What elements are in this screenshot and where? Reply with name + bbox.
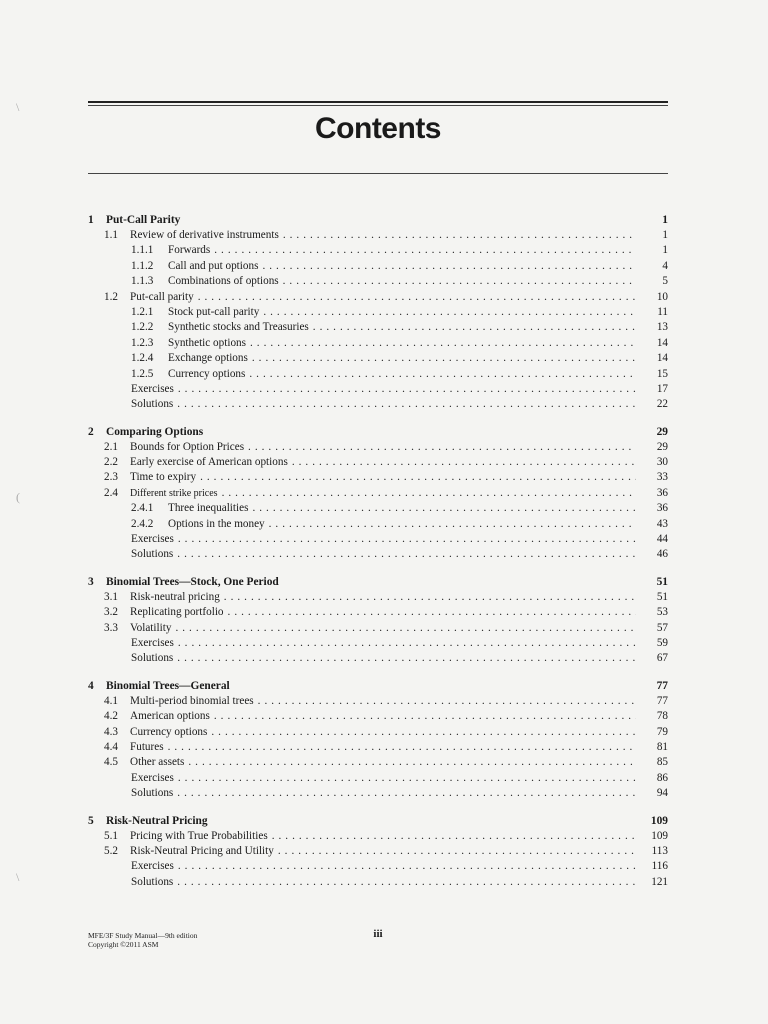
entry-page: 53 (656, 606, 668, 619)
entry-page: 33 (656, 471, 668, 484)
scan-margin-mark: ( (16, 490, 20, 504)
dot-leader (178, 382, 636, 397)
toc-subsection-entry[interactable] (88, 517, 668, 532)
toc-section-entry[interactable] (88, 440, 668, 455)
chapter-heading[interactable] (88, 813, 668, 829)
chapter-block (88, 813, 668, 891)
chapter-title: Risk-Neutral Pricing (106, 814, 208, 827)
toc-extra-entry[interactable] (88, 547, 668, 562)
entry-title: Combinations of options (168, 275, 279, 288)
chapter-number: 2 (88, 425, 94, 438)
chapter-number: 3 (88, 575, 94, 588)
entry-page: 81 (656, 740, 668, 753)
entry-page: 86 (656, 771, 668, 784)
entry-number: 4.4 (104, 740, 118, 753)
entry-number: 2.4.2 (131, 517, 154, 530)
dot-leader (222, 486, 636, 501)
footer-copyright-line: Copyright ©2011 ASM (88, 940, 159, 949)
entry-title: Stock put-call parity (168, 305, 260, 318)
toc-subsection-entry[interactable] (88, 367, 668, 382)
toc-section-entry[interactable] (88, 470, 668, 485)
entry-number: 4.3 (104, 725, 118, 738)
toc-extra-entry[interactable] (88, 532, 668, 547)
chapter-page: 77 (656, 679, 668, 692)
entry-page: 14 (656, 336, 668, 349)
entry-title: Exchange options (168, 352, 248, 365)
chapter-page: 29 (656, 425, 668, 438)
entry-page: 67 (656, 652, 668, 665)
entry-page: 29 (656, 440, 668, 453)
entry-title: Three inequalities (168, 502, 249, 515)
entry-page: 1 (662, 244, 668, 257)
toc-subsection-entry[interactable] (88, 305, 668, 320)
toc-extra-entry[interactable] (88, 786, 668, 801)
dot-leader (263, 305, 636, 320)
entry-title: Options in the money (168, 517, 265, 530)
dot-leader (198, 290, 636, 305)
entry-page: 11 (657, 305, 668, 318)
entry-title: Exercises (131, 533, 174, 546)
toc-extra-entry[interactable] (88, 859, 668, 874)
entry-number: 3.1 (104, 590, 118, 603)
entry-title: Other assets (130, 756, 185, 769)
entry-page: 1 (662, 229, 668, 241)
entry-page: 14 (656, 352, 668, 365)
chapter-title: Binomial Trees—Stock, One Period (106, 575, 279, 588)
entry-title: Risk-Neutral Pricing and Utility (130, 844, 274, 857)
toc-section-entry[interactable] (88, 709, 668, 724)
entry-number: 1.1.2 (131, 259, 154, 272)
dot-leader (313, 320, 636, 335)
chapter-title: Comparing Options (106, 425, 204, 438)
toc-section-entry[interactable] (88, 694, 668, 709)
chapter-title: Put-Call Parity (106, 214, 181, 226)
entry-title: Solutions (131, 548, 174, 561)
dot-leader (178, 859, 636, 874)
page-title: Contents (315, 112, 441, 145)
entry-title: Currency options (130, 725, 208, 738)
chapter-page: 109 (650, 814, 668, 827)
toc-extra-entry[interactable] (88, 771, 668, 786)
title-bottom-rule (88, 173, 668, 174)
toc-extra-entry[interactable] (88, 636, 668, 651)
scan-margin-mark: \ (16, 100, 20, 114)
entry-page: 51 (656, 590, 668, 603)
entry-page: 5 (662, 275, 668, 288)
chapter-title: Binomial Trees—General (106, 679, 230, 692)
dot-leader (168, 740, 636, 755)
toc-section-entry[interactable] (88, 829, 668, 844)
dot-leader (272, 829, 636, 844)
entry-page: 46 (656, 548, 668, 561)
entry-page: 36 (656, 502, 668, 515)
entry-title: Solutions (131, 652, 174, 665)
chapter-number: 1 (88, 214, 94, 226)
toc-section-entry[interactable] (88, 725, 668, 740)
entry-page: 113 (651, 844, 668, 857)
entry-number: 3.2 (104, 606, 118, 619)
entry-page: 57 (656, 621, 668, 634)
toc-subsection-entry[interactable] (88, 274, 668, 289)
toc-section-entry[interactable] (88, 605, 668, 620)
dot-leader (188, 755, 636, 770)
chapter-heading[interactable] (88, 678, 668, 694)
entry-title: Synthetic options (168, 336, 247, 349)
chapter-number: 4 (88, 679, 94, 692)
dot-leader (228, 605, 636, 620)
toc-subsection-entry[interactable] (88, 243, 668, 258)
footer-edition-line: MFE/3F Study Manual—9th edition (88, 931, 198, 940)
toc-section-entry[interactable] (88, 621, 668, 636)
toc-subsection-entry[interactable] (88, 336, 668, 351)
entry-title: Solutions (131, 875, 174, 888)
dot-leader (258, 694, 636, 709)
dot-leader (262, 259, 636, 274)
entry-page: 10 (656, 290, 668, 303)
entry-title: Forwards (168, 244, 211, 257)
entry-title: Synthetic stocks and Treasuries (168, 321, 309, 334)
entry-number: 4.1 (104, 694, 118, 707)
entry-title: Early exercise of American options (130, 456, 288, 469)
entry-page: 109 (651, 829, 668, 842)
chapter-page: 51 (656, 575, 668, 588)
toc-section-entry[interactable] (88, 455, 668, 470)
entry-title: Futures (130, 740, 164, 753)
dot-leader (211, 725, 636, 740)
entry-number: 2.4.1 (131, 502, 154, 515)
chapter-block (88, 212, 668, 413)
dot-leader (214, 709, 636, 724)
dot-leader (292, 455, 636, 470)
dot-leader (178, 532, 636, 547)
dot-leader (252, 501, 636, 516)
dot-leader (283, 274, 636, 289)
entry-number: 1.1 (104, 229, 118, 241)
entry-number: 2.2 (104, 456, 118, 469)
entry-number: 1.1.3 (131, 275, 154, 288)
entry-number: 5.2 (104, 844, 118, 857)
entry-page: 13 (656, 321, 668, 334)
entry-title: Put-call parity (130, 290, 194, 303)
entry-page: 59 (656, 636, 668, 649)
dot-leader (178, 771, 636, 786)
entry-page: 44 (656, 533, 668, 546)
entry-title: Call and put options (168, 259, 259, 272)
dot-leader (283, 228, 636, 243)
dot-leader (178, 636, 636, 651)
entry-page: 78 (656, 710, 668, 723)
entry-number: 5.1 (104, 829, 118, 842)
toc-section-entry[interactable] (88, 290, 668, 305)
dot-leader (224, 590, 636, 605)
chapter-heading[interactable] (88, 424, 668, 440)
entry-title: Risk-neutral pricing (130, 590, 220, 603)
dot-leader (214, 243, 636, 258)
entry-number: 2.3 (104, 471, 118, 484)
entry-title: Pricing with True Probabilities (130, 829, 268, 842)
entry-number: 1.2.2 (131, 321, 154, 334)
toc-section-entry[interactable] (88, 844, 668, 859)
entry-title: Exercises (131, 382, 174, 395)
entry-title: Volatility (130, 621, 172, 634)
dot-leader (200, 470, 636, 485)
entry-number: 2.1 (104, 440, 118, 453)
dot-leader (252, 351, 636, 366)
toc-extra-entry[interactable] (88, 875, 668, 890)
chapter-block (88, 424, 668, 563)
entry-number: 1.2.4 (131, 352, 154, 365)
dot-leader (177, 786, 636, 801)
entry-number: 4.5 (104, 756, 118, 769)
chapter-heading[interactable] (88, 574, 668, 590)
entry-page: 17 (656, 382, 668, 395)
entry-page: 121 (651, 875, 668, 888)
top-rule-thin (88, 105, 668, 106)
entry-page: 116 (651, 860, 668, 873)
entry-title: Exercises (131, 860, 174, 873)
entry-title: Exercises (131, 636, 174, 649)
entry-page: 22 (656, 398, 668, 411)
entry-page: 79 (656, 725, 668, 738)
entry-number: 1.2.1 (131, 305, 154, 318)
dot-leader (269, 517, 636, 532)
entry-number: 1.2 (104, 290, 118, 303)
toc-extra-entry[interactable] (88, 651, 668, 666)
entry-title: Replicating portfolio (130, 606, 224, 619)
chapter-block (88, 678, 668, 802)
dot-leader (177, 875, 636, 890)
toc-subsection-entry[interactable] (88, 320, 668, 335)
table-of-contents (88, 212, 668, 901)
entry-page: 77 (656, 694, 668, 707)
dot-leader (249, 367, 636, 382)
chapter-number: 5 (88, 814, 94, 827)
entry-title: Time to expiry (130, 471, 197, 484)
toc-extra-entry[interactable] (88, 397, 668, 412)
toc-extra-entry[interactable] (88, 382, 668, 397)
scan-margin-mark: \ (16, 870, 20, 884)
dot-leader (177, 397, 636, 412)
toc-subsection-entry[interactable] (88, 351, 668, 366)
entry-page: 30 (656, 456, 668, 469)
entry-number: 1.1.1 (131, 244, 154, 257)
entry-title: Multi-period binomial trees (130, 694, 254, 707)
toc-section-entry[interactable] (88, 486, 668, 501)
entry-page: 85 (656, 756, 668, 769)
chapter-page: 1 (662, 214, 668, 226)
entry-page: 36 (656, 486, 668, 499)
entry-number: 3.3 (104, 621, 118, 634)
dot-leader (278, 844, 636, 859)
entry-page: 15 (656, 367, 668, 380)
dot-leader (175, 621, 636, 636)
entry-page: 94 (656, 787, 668, 800)
entry-title: Bounds for Option Prices (130, 440, 245, 453)
entry-title: Exercises (131, 771, 174, 784)
toc-section-entry[interactable] (88, 228, 668, 243)
dot-leader (250, 336, 636, 351)
chapter-block (88, 574, 668, 667)
dot-leader (177, 547, 636, 562)
entry-number: 1.2.5 (131, 367, 154, 380)
entry-number: 1.2.3 (131, 336, 154, 349)
chapter-heading[interactable] (88, 212, 668, 228)
entry-title: American options (130, 710, 210, 723)
toc-section-entry[interactable] (88, 740, 668, 755)
toc-subsection-entry[interactable] (88, 259, 668, 274)
entry-page: 4 (662, 259, 668, 272)
entry-page: 43 (656, 517, 668, 530)
toc-section-entry[interactable] (88, 590, 668, 605)
dot-leader (248, 440, 636, 455)
dot-leader (177, 651, 636, 666)
entry-number: 4.2 (104, 710, 118, 723)
entry-title: Currency options (168, 367, 246, 380)
entry-title: Solutions (131, 787, 174, 800)
toc-subsection-entry[interactable] (88, 501, 668, 516)
top-rule (88, 101, 668, 103)
entry-title: Review of derivative instruments (130, 229, 279, 241)
entry-title: Different strike prices (130, 487, 218, 499)
entry-number: 2.4 (104, 486, 118, 499)
toc-section-entry[interactable] (88, 755, 668, 770)
footer-page-number: iii (373, 928, 383, 940)
entry-title: Solutions (131, 398, 174, 411)
